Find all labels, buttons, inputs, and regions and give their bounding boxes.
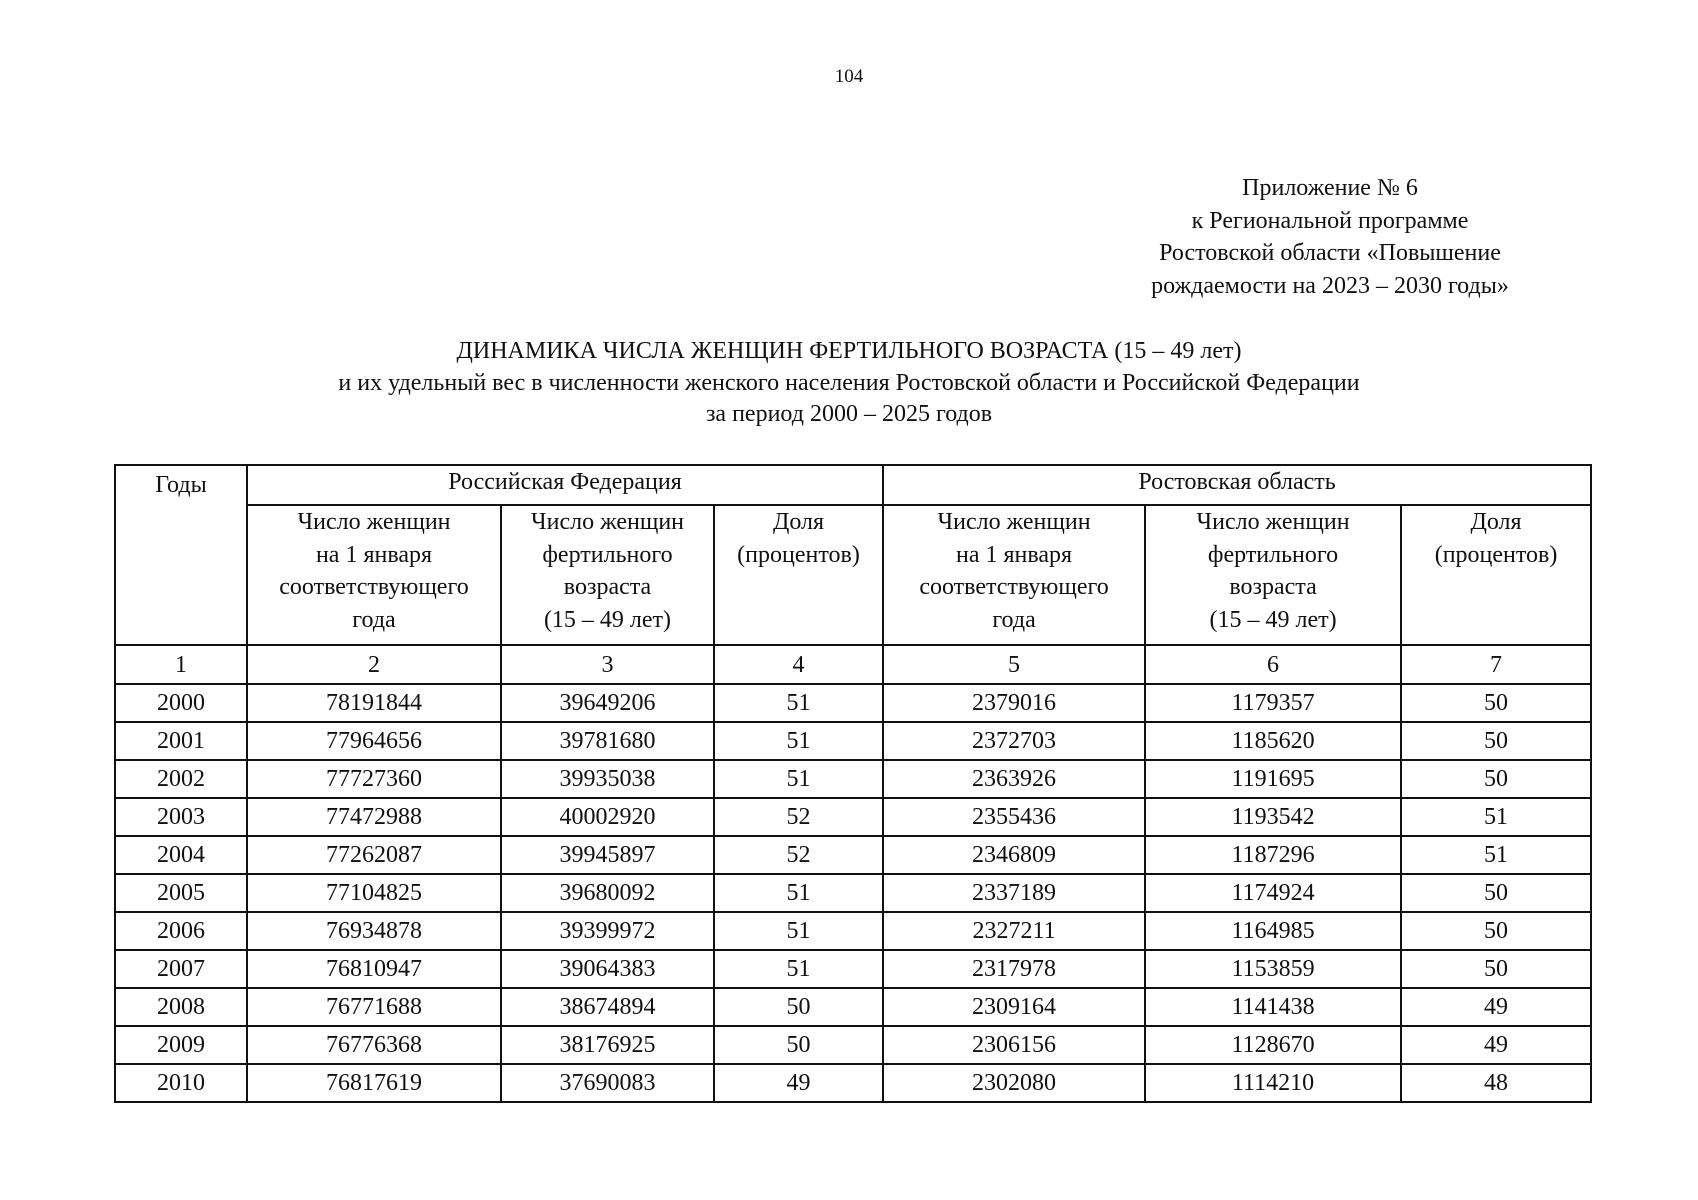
column-number: 4 <box>714 645 883 684</box>
appendix-line: Ростовской области «Повышение <box>1159 240 1501 266</box>
table-cell: 77727360 <box>247 760 501 798</box>
table-cell: 51 <box>714 874 883 912</box>
year-cell: 2001 <box>115 722 247 760</box>
table-cell: 39399972 <box>501 912 714 950</box>
table-row <box>115 836 1591 874</box>
table-cell: 1141438 <box>1145 988 1401 1026</box>
title-line: и их удельный вес в численности женского населения Ростовской области и Российской Федерации <box>338 369 1360 396</box>
year-cell: 2007 <box>115 950 247 988</box>
table-row <box>115 684 1591 722</box>
table-cell: 50 <box>1401 722 1591 760</box>
column-header-line: Доля <box>772 509 825 535</box>
table-cell: 2346809 <box>883 836 1145 874</box>
table-cell: 51 <box>1401 798 1591 836</box>
table-cell: 50 <box>1401 912 1591 950</box>
column-number: 7 <box>1401 645 1591 684</box>
table-cell: 50 <box>1401 950 1591 988</box>
column-header-line: (15 – 49 лет) <box>1209 606 1337 633</box>
table-row <box>115 1064 1591 1102</box>
column-number: 5 <box>883 645 1145 684</box>
table-row <box>115 950 1591 988</box>
appendix-line: Приложение № 6 <box>1242 175 1418 201</box>
table-cell: 52 <box>714 836 883 874</box>
table-row <box>115 722 1591 760</box>
table-cell: 39680092 <box>501 874 714 912</box>
table-cell: 52 <box>714 798 883 836</box>
table-cell: 1193542 <box>1145 798 1401 836</box>
table-cell: 2306156 <box>883 1026 1145 1064</box>
table-cell: 51 <box>714 684 883 722</box>
year-cell: 2010 <box>115 1064 247 1102</box>
column-header <box>714 505 883 645</box>
table-row <box>115 988 1591 1026</box>
table-cell: 1179357 <box>1145 684 1401 722</box>
table-cell: 2317978 <box>883 950 1145 988</box>
data-table <box>114 464 1592 1103</box>
table-row <box>115 1026 1591 1064</box>
group-header-rf: Российская Федерация <box>247 465 883 505</box>
year-cell: 2008 <box>115 988 247 1026</box>
table-cell: 1174924 <box>1145 874 1401 912</box>
year-cell: 2004 <box>115 836 247 874</box>
table-cell: 77964656 <box>247 722 501 760</box>
table-cell: 48 <box>1401 1064 1591 1102</box>
table-row <box>115 912 1591 950</box>
table-cell: 77472988 <box>247 798 501 836</box>
table-cell: 1153859 <box>1145 950 1401 988</box>
table-cell: 1114210 <box>1145 1064 1401 1102</box>
year-cell: 2000 <box>115 684 247 722</box>
table-cell: 1164985 <box>1145 912 1401 950</box>
column-number: 2 <box>247 645 501 684</box>
table-cell: 2337189 <box>883 874 1145 912</box>
table-cell: 39945897 <box>501 836 714 874</box>
table-row <box>115 874 1591 912</box>
page-number: 104 <box>834 66 864 87</box>
column-header-line: соответствующего <box>919 574 1109 600</box>
group-header-rostov: Ростовская область <box>883 465 1591 505</box>
table-cell: 40002920 <box>501 798 714 836</box>
column-header-line: (процентов) <box>737 541 860 568</box>
table-cell: 38176925 <box>501 1026 714 1064</box>
title-line: ДИНАМИКА ЧИСЛА ЖЕНЩИН ФЕРТИЛЬНОГО ВОЗРАСТА (15 – 49 лет) <box>456 338 1242 364</box>
table-body <box>115 645 1591 1102</box>
column-header-line: года <box>352 606 396 633</box>
column-number-row <box>115 645 1591 684</box>
year-cell: 2003 <box>115 798 247 836</box>
table-cell: 39781680 <box>501 722 714 760</box>
table-cell: 76934878 <box>247 912 501 950</box>
table-row <box>115 760 1591 798</box>
year-cell: 2006 <box>115 912 247 950</box>
table-cell: 51 <box>714 912 883 950</box>
table-cell: 50 <box>1401 684 1591 722</box>
table-cell: 38674894 <box>501 988 714 1026</box>
appendix-line: рождаемости на 2023 – 2030 годы» <box>1151 272 1509 299</box>
column-number: 3 <box>501 645 714 684</box>
table-cell: 39649206 <box>501 684 714 722</box>
table-cell: 50 <box>714 988 883 1026</box>
table-cell: 2355436 <box>883 798 1145 836</box>
column-header <box>1145 505 1401 645</box>
column-header <box>501 505 714 645</box>
title-line: за период 2000 – 2025 годов <box>705 401 993 427</box>
table-cell: 50 <box>1401 874 1591 912</box>
year-cell: 2005 <box>115 874 247 912</box>
document-title <box>0 336 1698 431</box>
table-row <box>115 798 1591 836</box>
column-header-line: года <box>992 606 1036 633</box>
table-cell: 51 <box>714 950 883 988</box>
table-cell: 50 <box>1401 760 1591 798</box>
column-number: 6 <box>1145 645 1401 684</box>
table-cell: 1185620 <box>1145 722 1401 760</box>
table-cell: 2372703 <box>883 722 1145 760</box>
subheader-row <box>115 505 1591 645</box>
table-cell: 39064383 <box>501 950 714 988</box>
years-header: Годы <box>115 465 247 645</box>
table-cell: 76776368 <box>247 1026 501 1064</box>
column-header-line: фертильного <box>542 541 673 568</box>
column-header-line: Число женщин <box>297 509 451 535</box>
table-cell: 76771688 <box>247 988 501 1026</box>
table-cell: 77104825 <box>247 874 501 912</box>
table-cell: 51 <box>1401 836 1591 874</box>
table-cell: 1128670 <box>1145 1026 1401 1064</box>
table-cell: 2379016 <box>883 684 1145 722</box>
column-header-line: Число женщин <box>531 509 684 535</box>
table-cell: 77262087 <box>247 836 501 874</box>
appendix-note <box>1110 172 1550 302</box>
table-cell: 51 <box>714 722 883 760</box>
column-header-line: соответствующего <box>279 574 469 600</box>
table-cell: 76810947 <box>247 950 501 988</box>
table-cell: 49 <box>1401 988 1591 1026</box>
column-header <box>883 505 1145 645</box>
table-cell: 76817619 <box>247 1064 501 1102</box>
column-header-line: (процентов) <box>1434 541 1558 568</box>
column-header-line: Доля <box>1470 509 1522 535</box>
appendix-line: к Региональной программе <box>1191 207 1469 234</box>
column-header-line: фертильного <box>1207 541 1339 568</box>
column-header-line: (15 – 49 лет) <box>543 606 672 633</box>
table-cell: 49 <box>714 1064 883 1102</box>
column-header-line: на 1 января <box>955 541 1073 568</box>
column-header <box>247 505 501 645</box>
table-cell: 50 <box>714 1026 883 1064</box>
table-cell: 2302080 <box>883 1064 1145 1102</box>
table-cell: 1191695 <box>1145 760 1401 798</box>
year-cell: 2009 <box>115 1026 247 1064</box>
column-number: 1 <box>115 645 247 684</box>
column-header <box>1401 505 1591 645</box>
table-cell: 37690083 <box>501 1064 714 1102</box>
column-header-line: Число женщин <box>1196 509 1350 535</box>
year-cell: 2002 <box>115 760 247 798</box>
column-header-line: Число женщин <box>937 509 1091 535</box>
table-cell: 2309164 <box>883 988 1145 1026</box>
table-cell: 2363926 <box>883 760 1145 798</box>
table-cell: 1187296 <box>1145 836 1401 874</box>
column-header-line: возраста <box>563 574 652 600</box>
table-cell: 39935038 <box>501 760 714 798</box>
column-header-line: возраста <box>1229 574 1317 600</box>
table-cell: 78191844 <box>247 684 501 722</box>
table-cell: 51 <box>714 760 883 798</box>
table-cell: 2327211 <box>883 912 1145 950</box>
column-header-line: на 1 января <box>315 541 433 568</box>
table-cell: 49 <box>1401 1026 1591 1064</box>
